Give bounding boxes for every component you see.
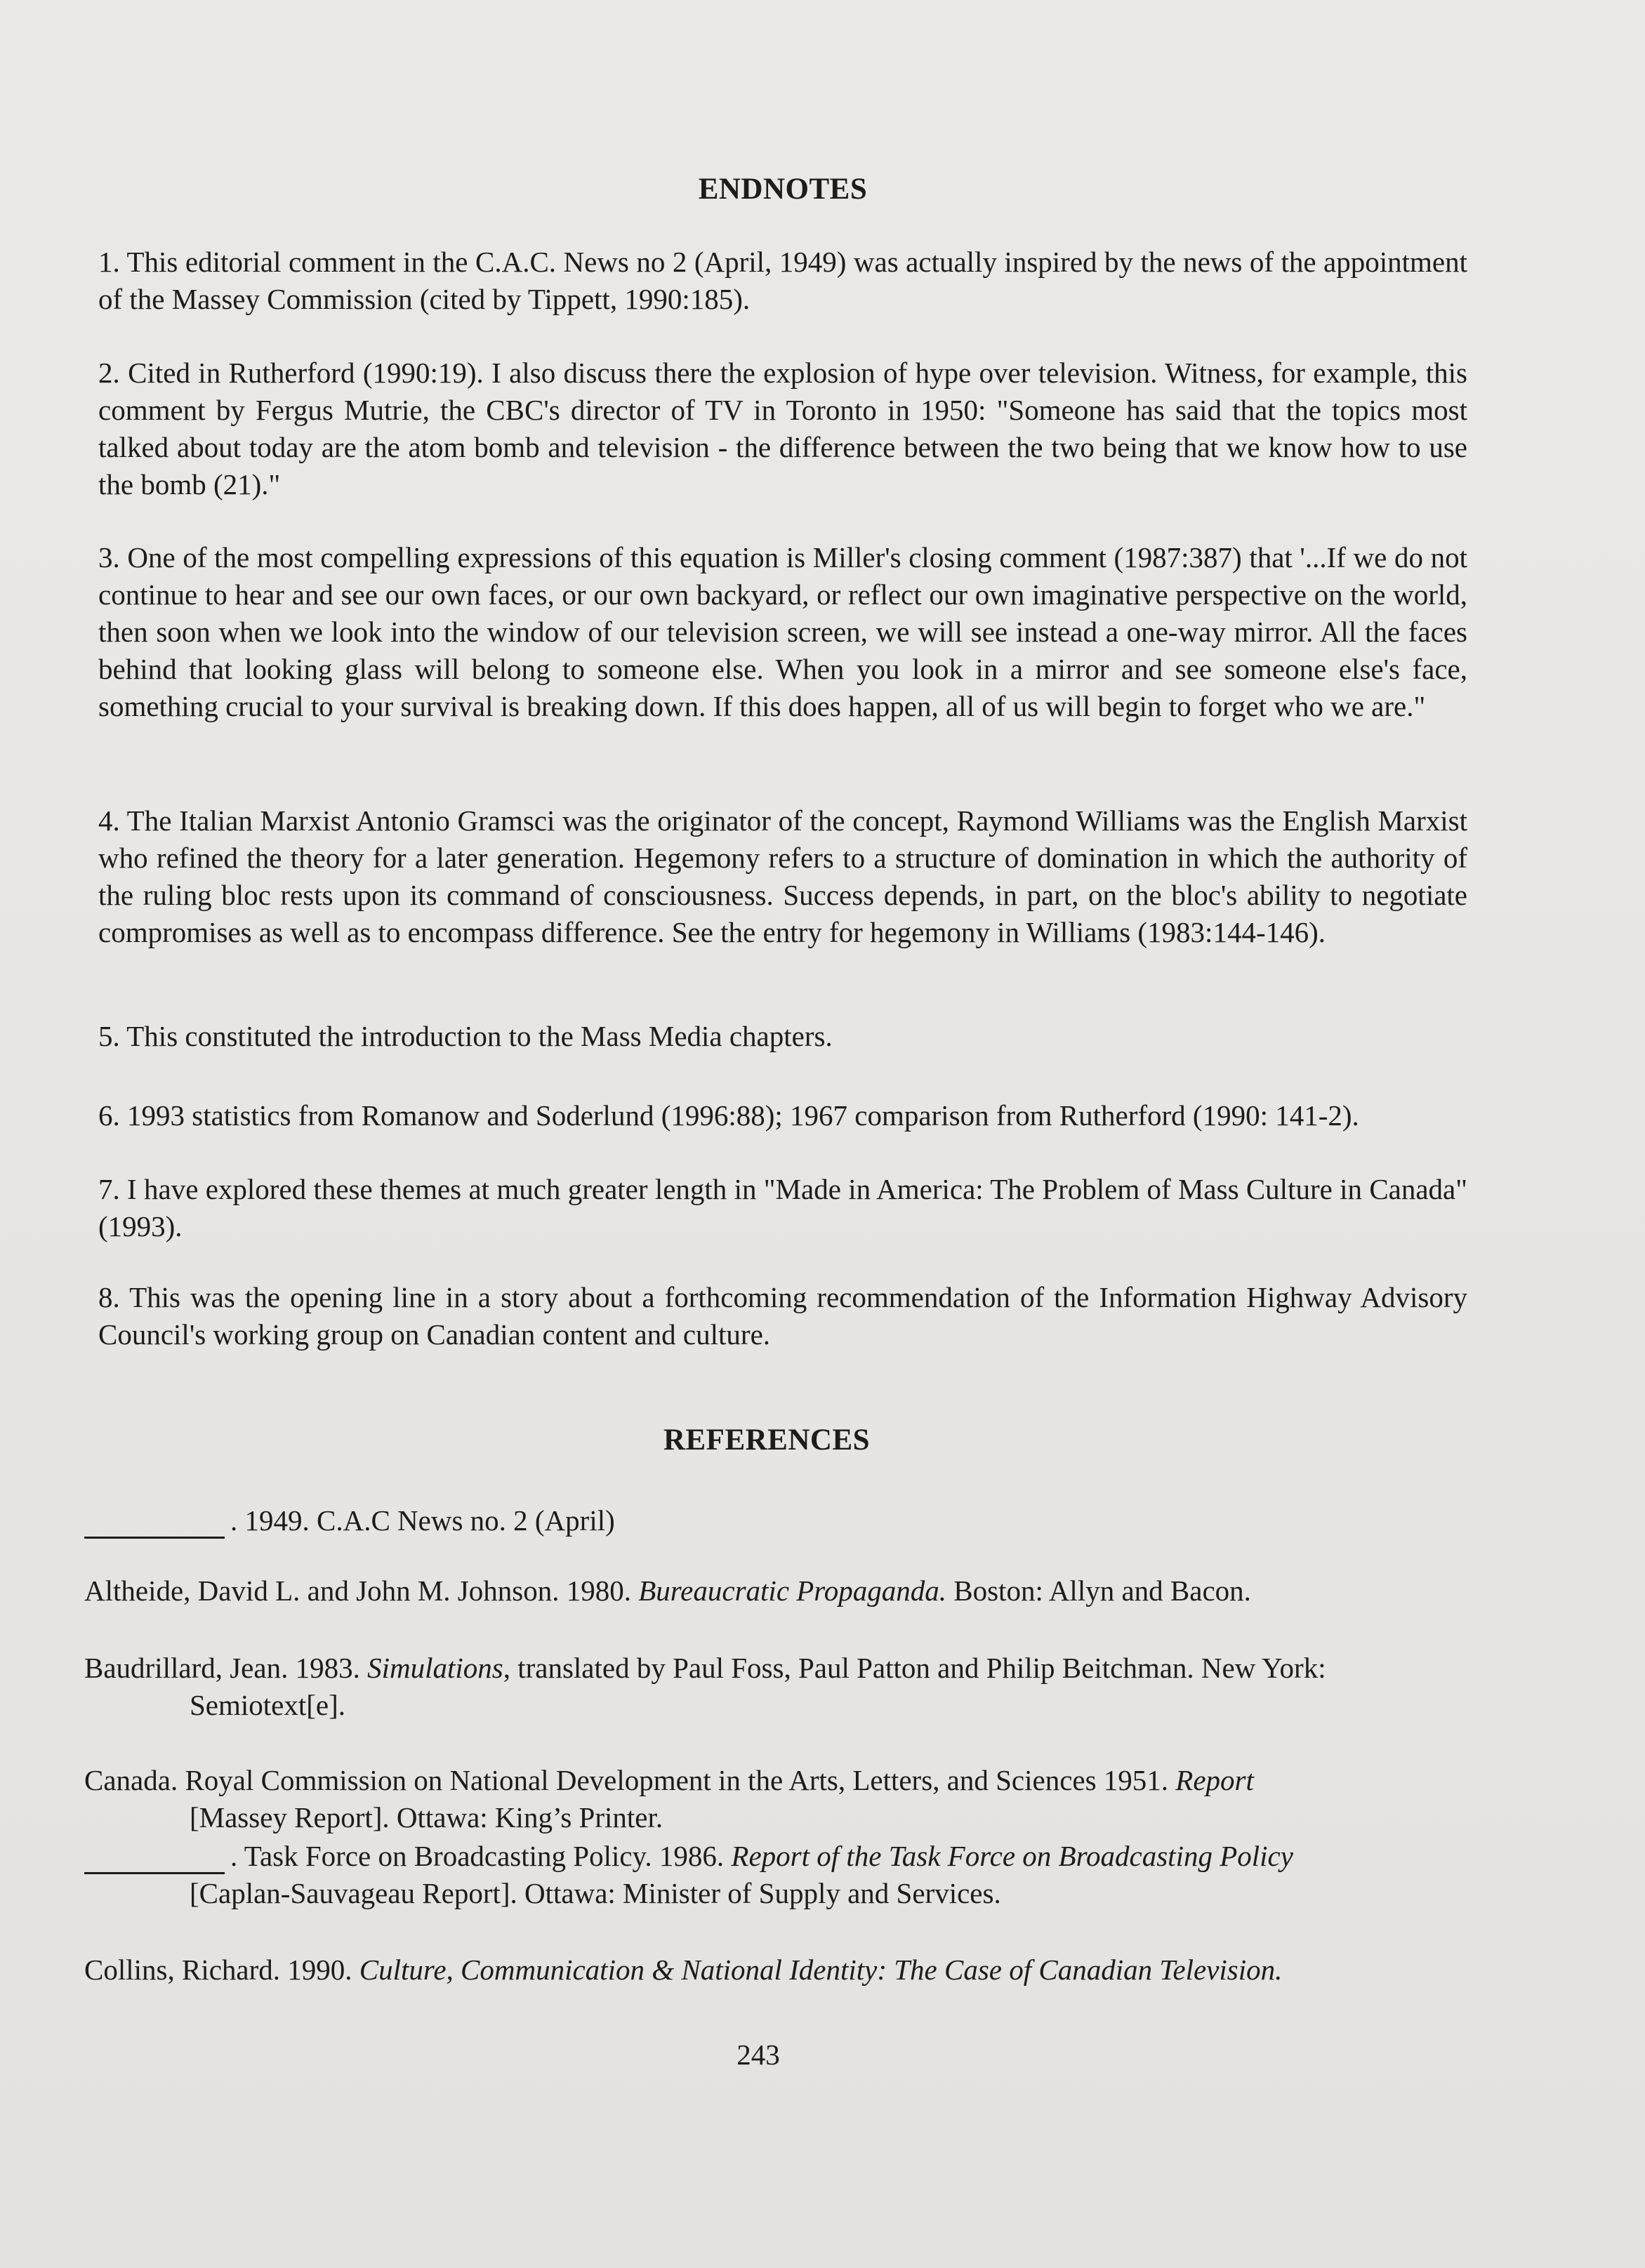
reference-author: Baudrillard, Jean. 1983.: [84, 1652, 368, 1684]
reference-continuation: [Massey Report]. Ottawa: King’s Printer.: [190, 1801, 663, 1833]
references-heading: REFERENCES: [663, 1424, 871, 1457]
reference-author: Canada. Royal Commission on National Development in the Arts, Letters, and Sciences 1951.: [84, 1764, 1176, 1796]
reference-entry: [84, 1951, 1446, 1989]
reference-title: Report of the Task Force on Broadcasting Policy: [731, 1840, 1293, 1872]
reference-continuation: Semiotext[e].: [190, 1689, 346, 1721]
reference-author: Collins, Richard. 1990.: [84, 1954, 359, 1986]
reference-entry: [84, 1650, 1446, 1724]
reference-title: Bureaucratic Propaganda.: [638, 1574, 946, 1607]
reference-continuation: [Caplan-Sauvageau Report]. Ottawa: Minister of Supply and Services.: [190, 1877, 1001, 1909]
reference-publisher: Boston: Allyn and Bacon.: [946, 1574, 1251, 1607]
endnote-7: 7. I have explored these themes at much greater length in "Made in America: The Problem of Mass Culture in Canada" (1993).: [98, 1173, 1467, 1242]
reference-title: Culture, Communication & National Identity: The Case of Canadian Television.: [359, 1954, 1283, 1986]
endnote-2: 2. Cited in Rutherford (1990:19). I also discuss there the explosion of hype over television. Witness, for example, this comment by Fergus Mutrie, the CBC's director of TV in Toronto in 1950: "Someone has said that the topics most talked about today are the atom bomb and television - the difference between the two being that we know how to use the bomb (21).": [98, 357, 1467, 500]
reference-entry: [84, 1502, 1446, 1539]
endnote-4: 4. The Italian Marxist Antonio Gramsci was the originator of the concept, Raymond Williams was the English Marxist who refined the theory for a later generation. Hegemony refers to a structure of domination in which the authority of the ruling bloc rests upon its command of consciousness. Success depends, in part, on the bloc's ability to negotiate compromises as well as to encompass difference. See the entry for hegemony in Williams (1983:144-146).: [98, 804, 1467, 948]
endnote-6: 6. 1993 statistics from Romanow and Soderlund (1996:88); 1967 comparison from Rutherford (1990: 141-2).: [98, 1099, 1359, 1132]
reference-details: , translated by Paul Foss, Paul Patton and Philip Beitchman. New York:: [503, 1652, 1326, 1684]
page-number: 243: [736, 2038, 780, 2071]
reference-entry: [84, 1572, 1446, 1610]
reference-title: Simulations: [367, 1652, 503, 1684]
reference-title: Report: [1175, 1764, 1254, 1796]
endnote-5: 5. This constituted the introduction to the Mass Media chapters.: [98, 1020, 833, 1052]
reference-entry: [84, 1838, 1446, 1912]
reference-text: . 1949. C.A.C News no. 2 (April): [230, 1504, 615, 1537]
endnotes-heading: ENDNOTES: [698, 173, 868, 206]
endnote-8: 8. This was the opening line in a story about a forthcoming recommendation of the Information Highway Advisory Council's working group on Canadian content and culture.: [98, 1281, 1467, 1351]
reference-author: . Task Force on Broadcasting Policy. 1986.: [230, 1840, 732, 1872]
endnote-3: 3. One of the most compelling expressions of this equation is Miller's closing comment (1987:387) that '...If we do not continue to hear and see our own faces, or our own backyard, or reflect our own imaginative perspective on the world, then soon when we look into the window of our television screen, we will see instead a one-way mirror. All the faces behind that looking glass will belong to someone else. When you look in a mirror and see someone else's face, something crucial to your survival is breaking down. If this does happen, all of us will begin to forget who we are.": [98, 541, 1467, 722]
ditto-rule: [84, 1537, 225, 1539]
reference-author: Altheide, David L. and John M. Johnson. 1980.: [84, 1574, 639, 1607]
endnote-1: 1. This editorial comment in the C.A.C. News no 2 (April, 1949) was actually inspired by the news of the appointment of the Massey Commission (cited by Tippett, 1990:185).: [98, 246, 1467, 315]
reference-entry: [84, 1762, 1446, 1836]
ditto-rule: [84, 1872, 225, 1874]
